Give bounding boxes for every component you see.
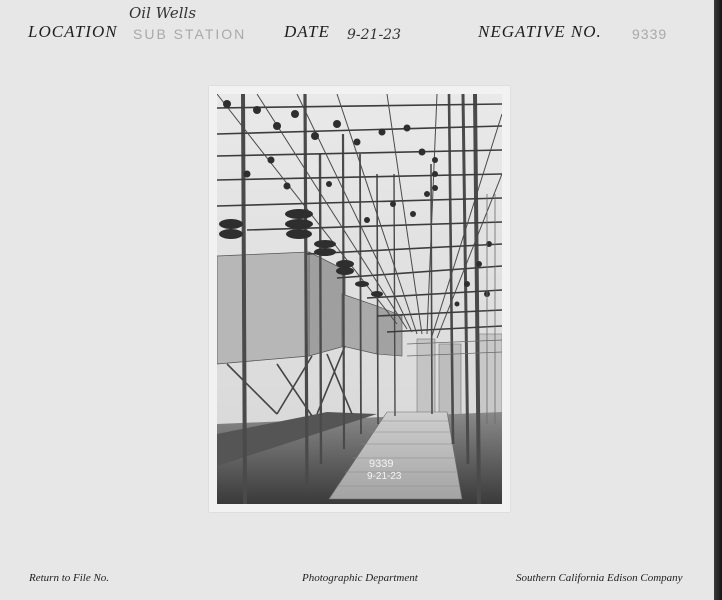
return-to-file-label: Return to File No.	[29, 572, 110, 584]
location-value: SUB STATION	[133, 26, 247, 42]
company-name: Southern California Edison Company	[516, 572, 683, 584]
date-value: 9-21-23	[347, 27, 401, 43]
location-handwritten-note: Oil Wells	[129, 4, 197, 22]
negative-mark-line1: 9339	[369, 458, 394, 470]
substation-photo-illustration	[217, 94, 502, 504]
negative-mark-line2: 9-21-23	[367, 471, 402, 482]
location-label: LOCATION	[28, 22, 118, 41]
department-name: Photographic Department	[302, 572, 418, 584]
card-edge-border	[714, 0, 722, 600]
date-label: DATE	[284, 22, 330, 41]
substation-photograph	[217, 94, 502, 504]
negative-number-value: 9339	[632, 26, 668, 42]
negative-number-label: NEGATIVE NO.	[478, 22, 602, 41]
